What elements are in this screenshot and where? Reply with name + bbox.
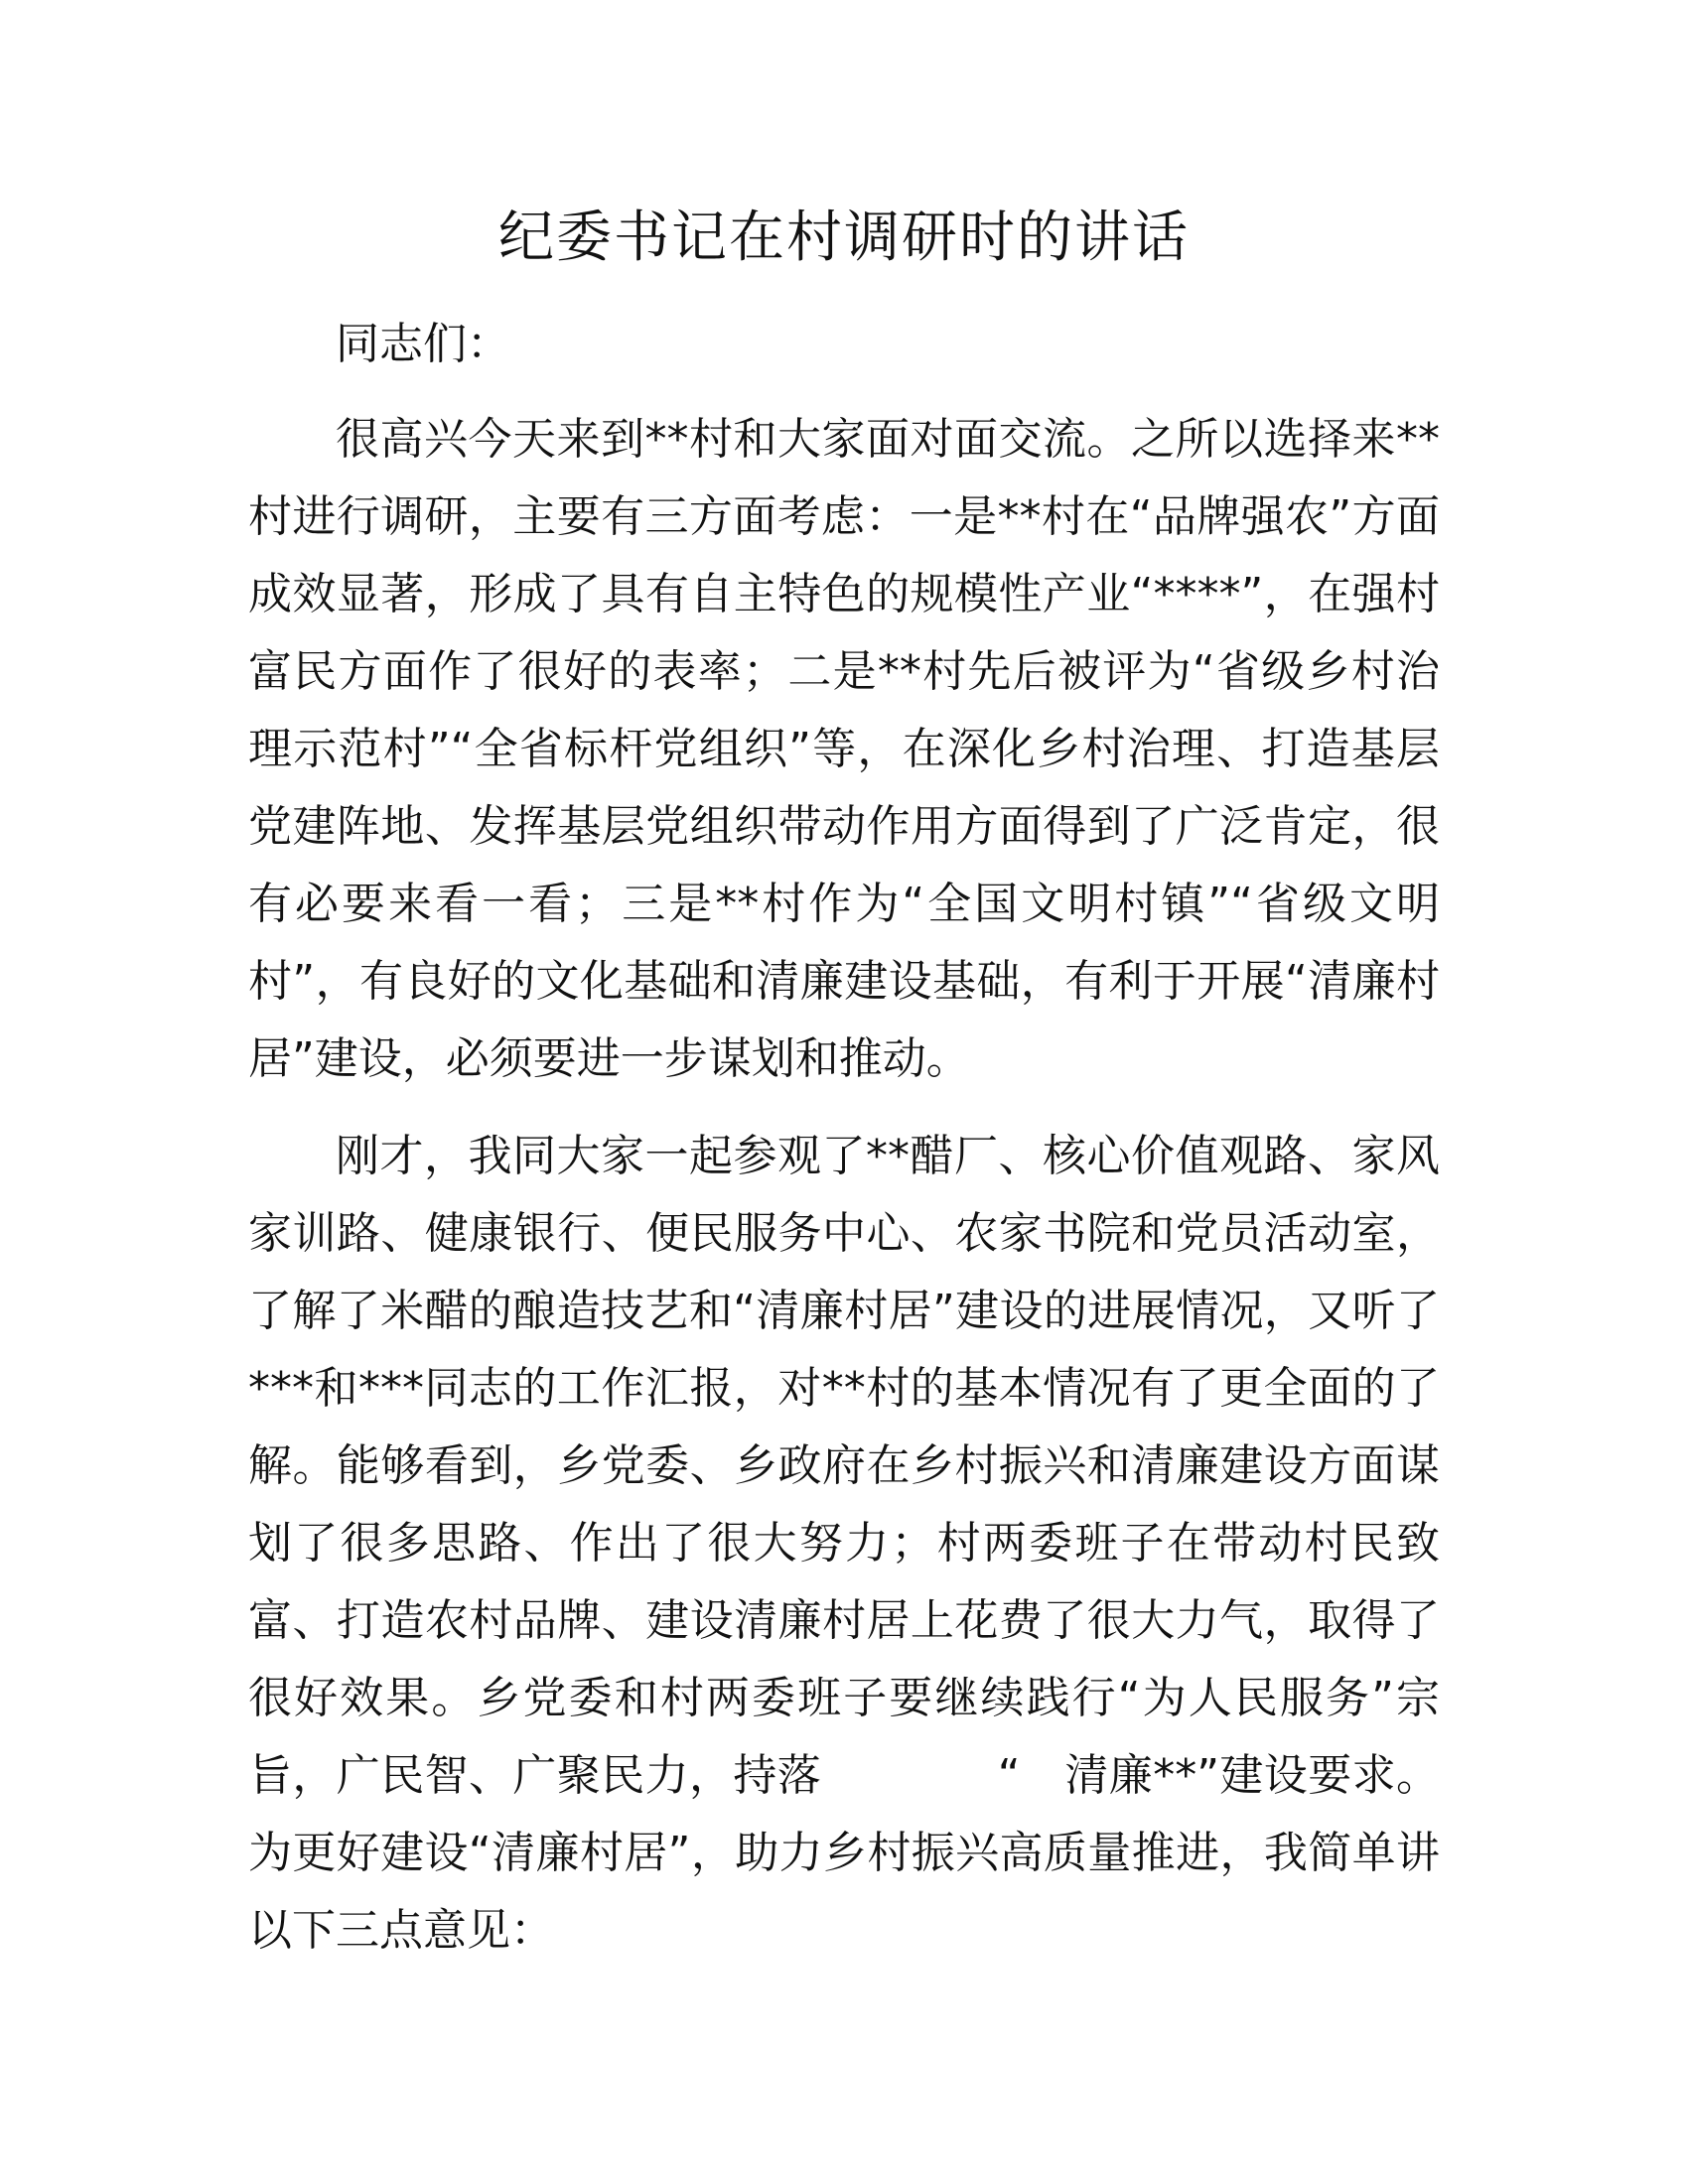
paragraph-2: 刚才，我同大家一起参观了**醋厂、核心价值观路、家风家训路、健康银行、便民服务中心、农家书院和党员活动室，了解了米醋的酿造技艺和“清廉村居”建设的进展情况，又听了***和***同志的工作汇报，对**村的基本情况有了更全面的了解。能够看到，乡党委、乡政府在乡村振兴和清廉建设方面谋划了很多思路、作出了很大努力；村两委班子在带动村民致富、打造农村品牌、建设清廉村居上花费了很大力气，取得了很好效果。乡党委和村两委班子要继续践行“为人民服务”宗旨，广民智、广聚民力，持落 “ 清廉**”建设要求。为更好建设“清廉村居”，助力乡村振兴高质量推进，我简单讲以下三点意见：	[248, 1131, 1440, 1956]
document-body	[248, 306, 1440, 1970]
document-title: 纪委书记在村调研时的讲话	[498, 205, 1190, 270]
paragraph-1: 很高兴今天来到**村和大家面对面交流。之所以选择来**村进行调研，主要有三方面考虑：一是**村在“品牌强农”方面成效显著，形成了具有自主特色的规模性产业“****”，在强村富民方面作了很好的表率；二是**村先后被评为“省级乡村治理示范村”“全省标杆党组织”等，在深化乡村治理、打造基层党建阵地、发挥基层党组织带动作用方面得到了广泛肯定，很有必要来看一看；三是**村作为“全国文明村镇”“省级文明村”，有良好的文化基础和清廉建设基础，有利于开展“清廉村居”建设，必须要进一步谋划和推动。	[248, 414, 1440, 1084]
greeting: 同志们：	[336, 319, 510, 369]
